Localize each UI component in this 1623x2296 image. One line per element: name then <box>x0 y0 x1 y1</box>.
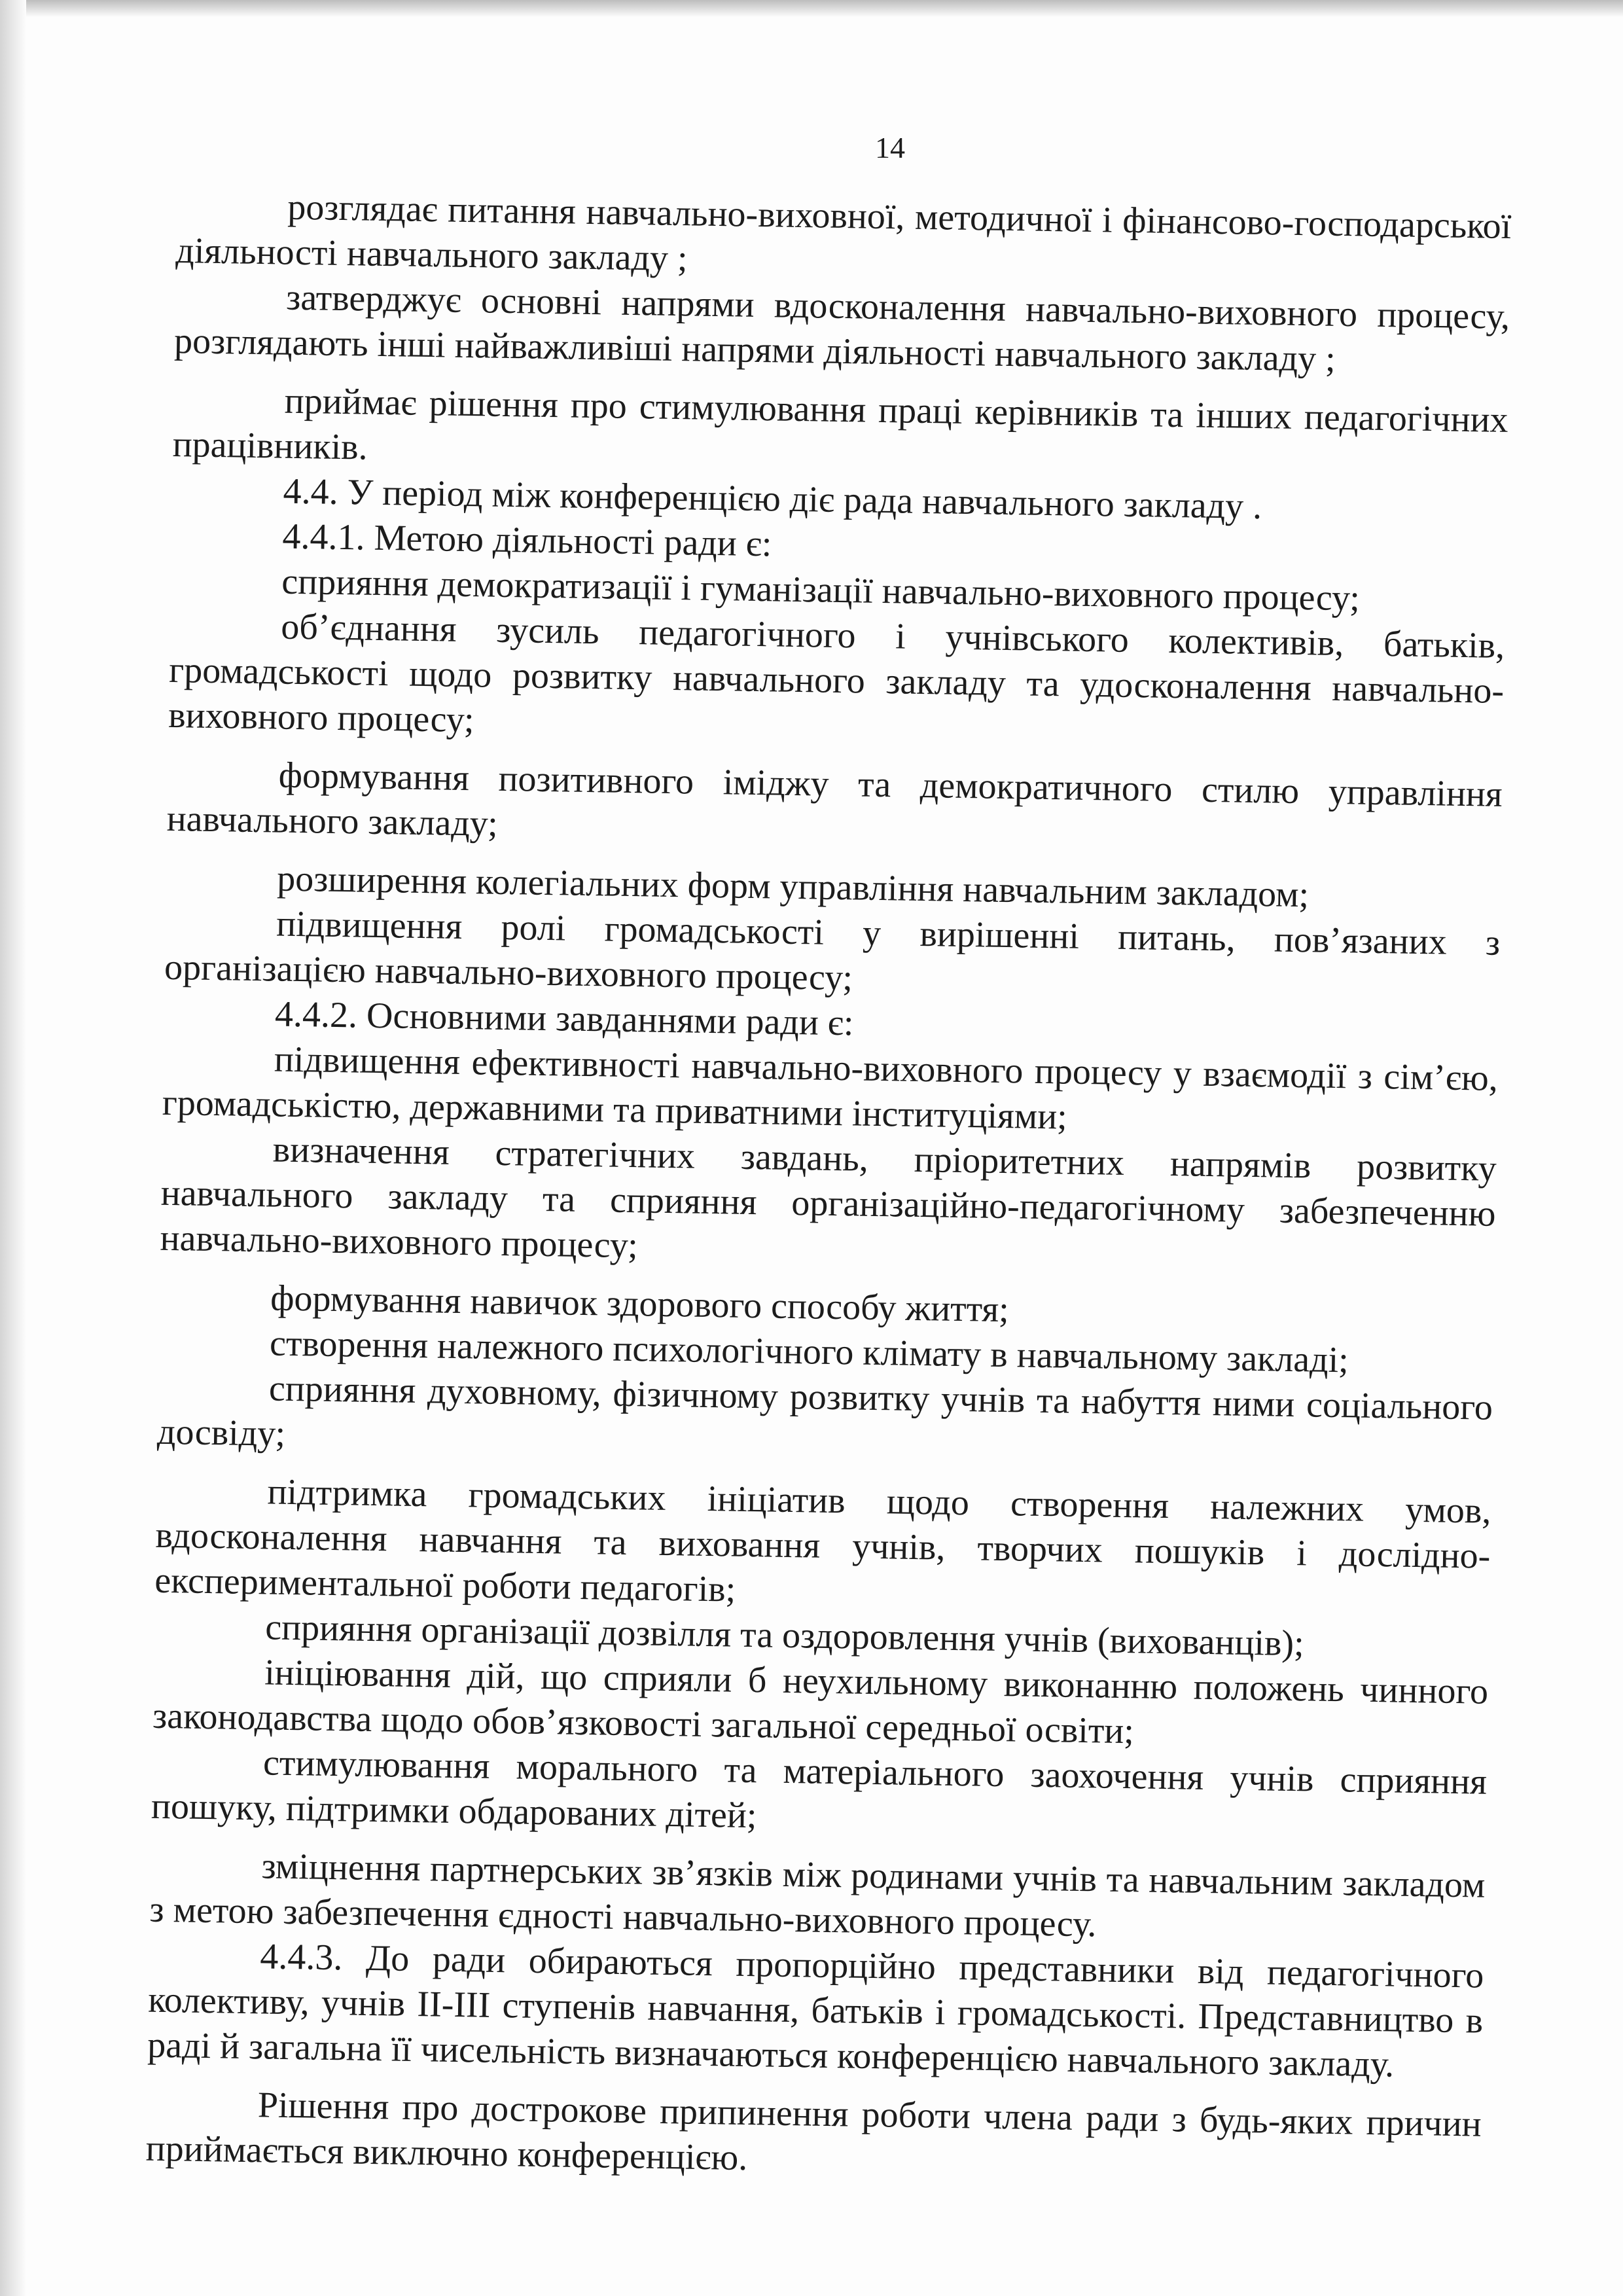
paragraph: підвищення ролі громадськості у вирішенні питань, пов’язаних з організацією навчально-виховного процесу; <box>164 903 1501 999</box>
paragraph: Рішення про дострокове припинення роботи члена ради з будь-яких причин приймається виключно конференцією. <box>145 2085 1482 2179</box>
paragraph: 4.4.3. До ради обираються пропорційно представники від педагогічного колективу, учнів ІІ-ІІІ ступенів навчання, батьків і громадськості. Представництво в раді й загальна її чисельність визначаються конференцією навчального закладу. <box>147 1936 1484 2085</box>
paragraph: визначення стратегічних завдань, пріоритетних напрямів розвитку навчального закладу та сприяння організаційно-педагогічному забезпеченню навчально-виховного процесу; <box>160 1129 1497 1266</box>
paragraph: підвищення ефективності навчально-виховного процесу у взаємодії з сім’єю, громадськістю, державними та приватними інституціями; <box>162 1039 1499 1138</box>
paragraph: ініціювання дій, що сприяли б неухильному виконанню положень чинного законодавства щодо обов’язковості загальної середньої освіти; <box>152 1652 1489 1752</box>
paragraph: приймає рішення про стимулювання праці керівників та інших педагогічних працівників. <box>172 380 1509 468</box>
section-heading: 4.4.2. Основними завданнями ради є: <box>274 994 854 1044</box>
paragraph: об’єднання зусиль педагогічного і учнівського колективів, батьків, громадськості щодо розвитку навчального закладу та удосконалення навчально-виховного процесу; <box>168 606 1505 741</box>
page-number: 14 <box>875 131 905 164</box>
paragraph: сприяння духовному, фізичному розвитку учнів та набуття ними соціального досвіду; <box>156 1368 1493 1454</box>
paragraph: формування позитивного іміджу та демократичного стилю управління навчального закладу; <box>166 755 1503 844</box>
paragraph: стимулювання морального та матеріального заохочення учнів сприяння пошуку, підтримки обдарованих дітей; <box>151 1742 1488 1837</box>
scan-edge-left <box>0 0 26 2296</box>
paragraph: розглядає питання навчально-виховної, методичної і фінансово-господарської діяльності навчального закладу ; <box>175 187 1512 279</box>
section-heading: 4.4. У період між конференцією діє рада навчального закладу . <box>283 471 1262 528</box>
section-heading: 4.4.1. Метою діяльності ради є: <box>282 516 772 565</box>
paragraph: підтримка громадських ініціатив щодо створення належних умов, вдосконалення навчання та виховання учнів, творчих пошуків і дослідно-експериментальної роботи педагогів; <box>154 1471 1491 1610</box>
paragraph: формування навичок здорового способу життя; <box>270 1278 1010 1331</box>
document-body <box>145 183 1511 2193</box>
paragraph: затверджує основні напрями вдосконалення навчально-виховного процесу, розглядають інші найважливіші напрями діяльності навчального закладу ; <box>173 277 1510 380</box>
paragraph: зміцнення партнерських зв’язків між родинами учнів та навчальним закладом з метою забезпечення єдності навчально-виховного процесу. <box>149 1846 1486 1945</box>
paragraph: сприяння організації дозвілля та оздоровлення учнів (вихованців); <box>264 1607 1305 1664</box>
scan-edge-top <box>0 0 1623 17</box>
paragraph: розширення колегіальних форм управління навчальним закладом; <box>276 858 1310 916</box>
paragraph: створення належного психологічного клімату в навчальному закладі; <box>269 1323 1349 1381</box>
paragraph: сприяння демократизації і гуманізації навчально-виховного процесу; <box>281 561 1361 619</box>
